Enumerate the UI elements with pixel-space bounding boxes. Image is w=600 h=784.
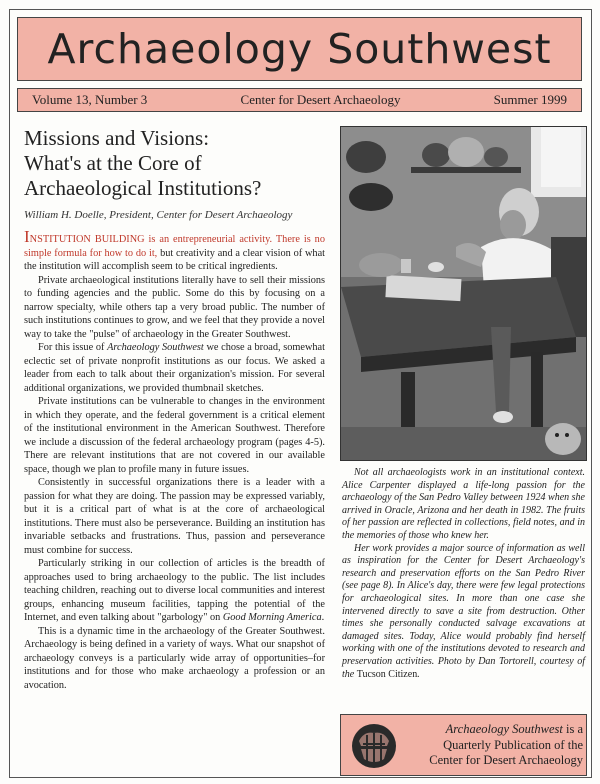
pub-name-italic: Archaeology Southwest: [445, 722, 563, 736]
drop-cap: I: [24, 227, 30, 246]
caption-p2-c: .: [417, 668, 420, 680]
title-line-3: Archaeological Institutions?: [24, 176, 262, 200]
issue-info-bar: [17, 88, 582, 112]
center-logo-icon: [349, 721, 399, 771]
pub-line-2: Quarterly Publication of the: [443, 737, 583, 752]
photo: [340, 126, 587, 461]
issue-season: Summer 1999: [493, 92, 567, 107]
photo-caption: [342, 467, 585, 681]
publisher-name: Center for Desert Archaeology: [240, 92, 401, 107]
paragraph-1: [24, 227, 325, 274]
paragraph-2: Private archaeological institutions literally have to sell their missions to funding agencies and the public. Some do this by focusing on a narrow specialty, while others tap a very broad public. The number of such institutions continues to grow, and we feel that they provide a novel way to take the "pulse" of archaeology in the Greater Southwest.: [24, 274, 325, 340]
paragraph-6-a: Particularly striking in our collection of articles is the breadth of approaches used to bring archaeology to the public. The list includes teaching children, reaching out to diverse local communities and interest groups, enhancing museum facilities, tapping the potential of the Internet, and even talking about "garbology" on: [24, 558, 325, 623]
lead-in: NSTITUTION BUILDING: [29, 234, 145, 245]
caption-p2-a: Her work provides a major source of information as well as inspiration for the Center for Desert Archaeology's research and preservation efforts on the San Pedro River (see page 8). In Alice's day, there were few legal protections for archaeological sites. In more than one case she intervened directly to save a site from destruction. Other times she personally conducted salvage excavations at damaged sites. Today, Alice would probably find herself working with one of the institutions devoted to research and preservation activities. Photo by Dan Tortorell, courtesy of the: [342, 542, 585, 680]
caption-paragraph-2: [342, 543, 585, 682]
paragraph-3-b: we chose a broad, somewhat eclectic set of private nonprofit institutions as our focus. We asked a leader from each to talk about their organization's mission. For several additional organizations, we provided thumbnail sketches.: [24, 342, 325, 394]
caption-p2-b: Tucson Citizen: [356, 668, 418, 680]
caption-paragraph-1: Not all archaeologists work in an institutional context. Alice Carpenter displayed a life-long passion for the archaeology of the San Pedro Valley between 1924 when she arrived in Oracle, Arizona and her death in 1982. The fruits of her passion are reflected in collections, field notes, and in the memories of those who knew her.: [342, 467, 585, 541]
masthead-title: Archaeology Southwest: [47, 25, 552, 73]
title-line-1: Missions and Visions:: [24, 126, 210, 150]
paragraph-5: Consistently in successful organizations there is a leader with a passion for what they are doing. The passion may be expressed variably, but it is a critical part of what is at the core of archaeological institutions. There must also be perseverance. Building an institution has invariable setbacks and frustrations. Thus, passion and perseverance must combine for success.: [24, 477, 325, 556]
issue-number: Volume 13, Number 3: [32, 92, 148, 107]
article-byline: William H. Doelle, President, Center for Desert Archaeology: [24, 209, 293, 221]
paragraph-6: [24, 557, 325, 625]
paragraph-3-italic: Archaeology Southwest: [107, 342, 204, 353]
photo-alice-carpenter: [341, 127, 587, 461]
masthead: [17, 17, 582, 81]
publication-box: [340, 714, 587, 776]
pub-line-3: Center for Desert Archaeology: [429, 753, 583, 767]
paragraph-3-a: For this issue of: [38, 342, 108, 353]
paragraph-4: Private institutions can be vulnerable to changes in the environment in which they operate, and the federal government is a critical element of the institutional environment in the American Southwest. Therefore we include a discussion of the federal archaeology program (pages 4-5). There are relevant institutions that are not covered in our available space, though we plan to profile many in future issues.: [24, 396, 325, 475]
article-body: [24, 227, 325, 692]
paragraph-1-rest: but creativity and a clear vision of what the institution will accomplish seem to be critical ingredients.: [24, 247, 325, 272]
paragraph-6-italic: Good Morning America: [222, 612, 322, 623]
paragraph-3: [24, 341, 325, 395]
article-title: [24, 126, 325, 201]
article-column: [24, 126, 325, 692]
publication-statement: [403, 722, 583, 769]
lead-in-highlight: is an entrepreneurial activity. There is no simple formula for how to do it,: [24, 234, 325, 259]
paragraph-6-b: .: [321, 612, 325, 623]
paragraph-7: This is a dynamic time in the archaeology of the Greater Southwest. Archaeology is being defined in a variety of ways. What our snapshot of archaeology conveys is a particularly wide array of opportunities–for institutions and for those who make archaeology a profession or an avocation.: [24, 625, 325, 691]
pub-line-1-rest: is a: [562, 722, 583, 736]
title-line-2: What's at the Core of: [24, 151, 202, 175]
